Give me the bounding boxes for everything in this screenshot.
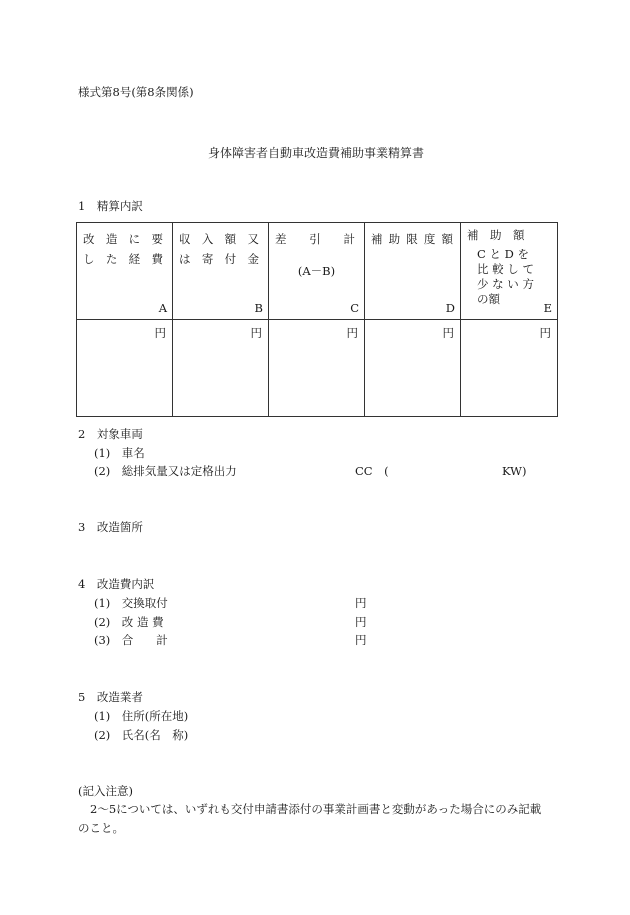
header-cell-e: [461, 223, 558, 320]
value-cell-c[interactable]: [269, 320, 365, 417]
notes-heading: (記入注意): [78, 784, 133, 798]
section4-heading: 4 改造費内訳: [78, 577, 155, 591]
yen-unit-d: 円: [442, 326, 454, 340]
yen-unit-c: 円: [346, 326, 358, 340]
kw-unit: KW): [502, 464, 527, 478]
form-number: 様式第8号(第8条関係): [78, 85, 194, 99]
column-letter-d: D: [445, 301, 455, 316]
header-b-text2-char: 寄: [201, 252, 214, 266]
displacement-label: (2) 総排気量又は定格出力: [94, 464, 237, 478]
yen-unit-b: 円: [250, 326, 262, 340]
section1-heading: 1 精算内訳: [78, 199, 143, 213]
table-value-row: [77, 320, 558, 417]
header-d-text1-char: 度: [423, 232, 436, 246]
header-b-text1-char: 収: [179, 232, 191, 246]
header-b-text1-char: 入: [201, 232, 214, 246]
header-a-text1-char: 要: [151, 232, 163, 246]
header-a-text1-char: 改: [83, 232, 95, 246]
cost-unit-exchange: 円: [355, 596, 367, 610]
header-b-line1: [179, 229, 259, 249]
header-d-text1-char: 限: [406, 232, 418, 246]
document-title: 身体障害者自動車改造費補助事業精算書: [208, 146, 425, 160]
header-c-text1-char: 計: [343, 232, 355, 246]
notes-line1: 2～5については、いずれも交付申請書添付の事業計画書と変動があった場合にのみ記載: [90, 802, 542, 816]
table-header-row: [77, 223, 558, 320]
header-b-text1-char: 又: [247, 232, 259, 246]
header-e-line4: の額: [477, 292, 500, 306]
header-a-text2-char: 経: [128, 252, 141, 266]
header-cell-d: [365, 223, 461, 320]
header-a-text1-char: に: [128, 232, 141, 246]
header-e-line1: C と D を: [477, 247, 529, 261]
column-letter-e: E: [543, 301, 552, 316]
header-d-text1-char: 補: [371, 232, 383, 246]
contractor-name-label: (2) 氏名(名 称): [94, 728, 189, 742]
header-c-formula: (A－B): [297, 264, 336, 278]
section3-heading: 3 改造箇所: [78, 520, 143, 534]
header-a-text2-char: 費: [151, 252, 163, 266]
header-b-line2: [179, 249, 259, 269]
header-e-line3: 少 な い 方: [477, 277, 534, 291]
value-cell-d[interactable]: [365, 320, 461, 417]
section5-heading: 5 改造業者: [78, 690, 143, 704]
header-c-line1: [275, 229, 355, 249]
value-cell-a[interactable]: [77, 320, 173, 417]
header-b-text2-char: 金: [247, 252, 259, 266]
header-a-line1: [83, 229, 163, 249]
header-cell-c: [269, 223, 365, 320]
cost-unit-modification: 円: [355, 615, 367, 629]
column-letter-a: A: [158, 301, 167, 316]
notes-line2: のこと。: [78, 821, 124, 835]
cc-unit: CC (: [355, 464, 389, 478]
header-c-text1-char: 引: [309, 232, 321, 246]
header-b-text2-char: 付: [224, 252, 237, 266]
cost-item-modification: (2) 改 造 費: [94, 615, 164, 629]
header-b-text2-char: は: [179, 252, 191, 266]
value-cell-e[interactable]: [461, 320, 558, 417]
vehicle-name-label: (1) 車名: [94, 446, 145, 460]
cost-item-total: (3) 合 計: [94, 633, 168, 647]
cost-item-exchange: (1) 交換取付: [94, 596, 168, 610]
header-cell-a: [77, 223, 173, 320]
header-a-text2-char: し: [83, 252, 95, 266]
header-c-text1-char: 差: [275, 232, 287, 246]
header-b-text1-char: 額: [224, 232, 237, 246]
yen-unit-a: 円: [154, 326, 166, 340]
header-a-line2: [83, 249, 163, 269]
header-e-line2: 比 較 し て: [477, 262, 534, 276]
column-letter-b: B: [254, 301, 263, 316]
value-cell-b[interactable]: [173, 320, 269, 417]
yen-unit-e: 円: [539, 326, 551, 340]
header-a-text2-char: た: [105, 252, 118, 266]
section2-heading: 2 対象車両: [78, 427, 143, 441]
header-d-text1-char: 助: [388, 232, 401, 246]
header-d-line1: [371, 229, 453, 249]
header-cell-b: [173, 223, 269, 320]
contractor-address-label: (1) 住所(所在地): [94, 709, 189, 723]
header-a-text1-char: 造: [105, 232, 118, 246]
cost-unit-total: 円: [355, 633, 367, 647]
column-letter-c: C: [350, 301, 359, 316]
settlement-table: [76, 222, 558, 417]
header-d-text1-char: 額: [441, 232, 453, 246]
header-e-title: 補 助 額: [467, 228, 525, 242]
